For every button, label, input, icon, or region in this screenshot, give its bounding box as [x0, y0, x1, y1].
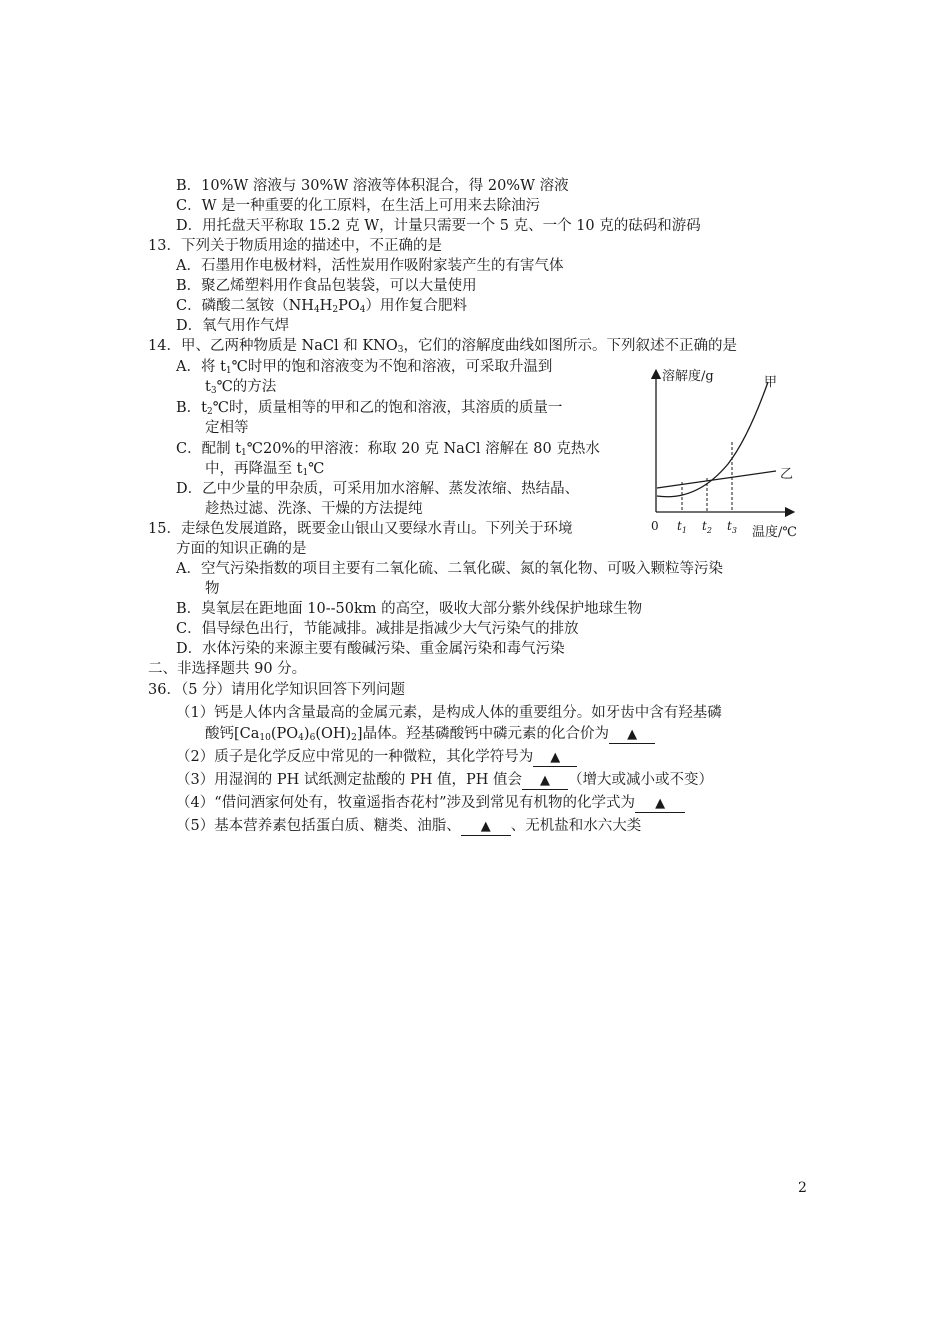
- section-heading: 二、非选择题共 90 分。: [148, 661, 307, 677]
- q15-option-a-line1: A．空气污染指数的项目主要有二氧化硫、二氧化碳、氮的氧化物、可吸入颗粒等污染: [176, 561, 723, 577]
- q13-option-d: D．氧气用作气焊: [176, 318, 290, 334]
- answer-blank-4[interactable]: [635, 795, 685, 813]
- q12-option-c: C．W 是一种重要的化工原料，在生活上可用来去除油污: [176, 198, 541, 214]
- q15-option-d: D．水体污染的来源主要有酸碱污染、重金属污染和毒气污染: [176, 641, 565, 657]
- q14-option-a-line2: $t_3℃$的方法: [205, 379, 277, 396]
- triangle-icon: ▲: [480, 819, 491, 834]
- q14-option-a-line1: A．将 $t_1℃$时甲的饱和溶液变为不饱和溶液，可采取升温到: [176, 359, 553, 376]
- x-axis-label: 温度/℃: [752, 525, 797, 540]
- answer-blank-5[interactable]: [461, 818, 511, 836]
- solubility-curve-graph: [640, 364, 810, 544]
- origin-label: 0: [651, 519, 659, 533]
- triangle-icon: ▲: [627, 727, 638, 742]
- q13-stem: 13．下列关于物质用途的描述中，不正确的是: [148, 238, 442, 254]
- q13-option-b: B．聚乙烯塑料用作食品包装袋，可以大量使用: [176, 278, 477, 294]
- triangle-icon: ▲: [539, 773, 550, 788]
- q13-option-a: A．石墨用作电极材料，活性炭用作吸附家装产生的有害气体: [176, 258, 564, 274]
- q14-option-b-line1: B．$t_2℃$时，质量相等的甲和乙的饱和溶液，其溶质的质量一: [176, 400, 563, 417]
- curve-jia-label: 甲: [764, 375, 778, 390]
- t1-tick-label: $t_1$: [677, 519, 687, 535]
- triangle-icon: ▲: [550, 750, 561, 765]
- q14-option-d-line1: D．乙中少量的甲杂质，可采用加水溶解、蒸发浓缩、热结晶、: [176, 481, 580, 497]
- q36-sub2: （2）质子是化学反应中常见的一种微粒，其化学符号为 ▲: [176, 747, 577, 767]
- q15-stem-line2: 方面的知识正确的是: [176, 541, 307, 557]
- q14-stem: 14．甲、乙两种物质是 NaCl 和 $KNO_3$，它们的溶解度曲线如图所示。下列叙述不正确的是: [148, 338, 737, 355]
- q15-stem-line1: 15．走绿色发展道路，既要金山银山又要绿水青山。下列关于环境: [148, 521, 573, 537]
- t3-tick-label: $t_3$: [727, 519, 737, 535]
- q36-stem: 36．（5 分）请用化学知识回答下列问题: [148, 682, 406, 698]
- q13-option-c: C．磷酸二氢铵$(NH_4H_2PO_4)$用作复合肥料: [176, 298, 467, 315]
- q12-option-d: D．用托盘天平称取 15.2 克 W，计量只需要一个 5 克、一个 10 克的砝码和游码: [176, 218, 701, 234]
- q36-sub5: （5）基本营养素包括蛋白质、糖类、油脂、 ▲ 、无机盐和水六大类: [176, 818, 642, 834]
- y-axis-label: 溶解度/g: [662, 369, 714, 384]
- page-number: 2: [798, 1180, 807, 1196]
- q15-option-b: B．臭氧层在距地面 10--50km 的高空，吸收大部分紫外线保护地球生物: [176, 601, 643, 617]
- q36-sub3: （3）用湿润的 PH 试纸测定盐酸的 PH 值，PH 值会 ▲ （增大或减小或不变）: [176, 772, 713, 788]
- q15-option-a-line2: 物: [205, 581, 220, 597]
- q14-option-d-line2: 趁热过滤、洗涤、干燥的方法提纯: [205, 501, 423, 517]
- q36-sub4: （4）“借问酒家何处有，牧童遥指杏花村”涉及到常见有机物的化学式为 ▲: [176, 793, 685, 813]
- q36-sub1-line2: 酸钙$[Ca_{10}(PO_4)_6(OH)_2]$晶体。羟基磷酸钙中磷元素的化合价为 ▲: [205, 724, 655, 744]
- curve-yi-label: 乙: [780, 467, 794, 482]
- curve-yi: [657, 471, 776, 488]
- t2-tick-label: $t_2$: [702, 519, 712, 535]
- answer-blank-1[interactable]: [609, 726, 655, 744]
- q36-sub1-line1: （1）钙是人体内含量最高的金属元素，是构成人体的重要组分。如牙齿中含有羟基磷: [176, 705, 722, 721]
- q14-option-c-line2: 中，再降温至 $t_1℃$: [205, 461, 325, 478]
- q14-option-c-line1: C．配制 $t_1℃20\%$的甲溶液：称取 20 克 NaCl 溶解在 80 克热水: [176, 441, 600, 458]
- answer-blank-3[interactable]: [522, 772, 568, 790]
- triangle-icon: ▲: [655, 796, 666, 811]
- answer-blank-2[interactable]: [533, 749, 577, 767]
- q12-option-b: B．10%W 溶液与 30%W 溶液等体积混合，得 20%W 溶液: [176, 178, 569, 194]
- q15-option-c: C．倡导绿色出行，节能减排。减排是指减少大气污染气的排放: [176, 621, 579, 637]
- q14-option-b-line2: 定相等: [205, 420, 249, 436]
